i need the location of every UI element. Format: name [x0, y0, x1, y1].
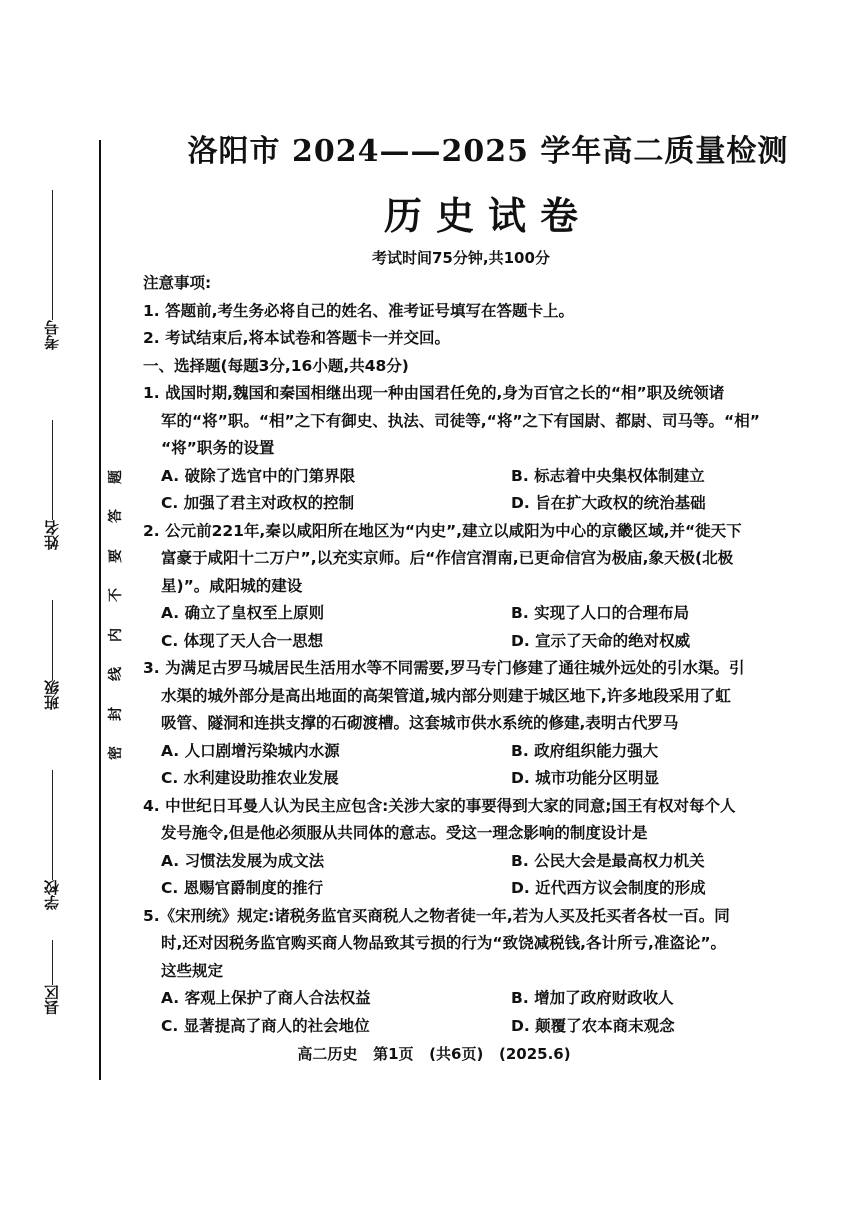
seal-char: 密: [108, 745, 124, 760]
option-b: B. 政府组织能力强大: [511, 741, 659, 760]
option-c: C. 加强了君主对政权的控制: [161, 494, 355, 512]
question-stem: 2. 公元前221年,秦以咸阳所在地区为“内史”,建立以咸阳为中心的京畿区域,并“徙天下: [143, 521, 742, 540]
question-stem: 星)”。咸阳城的建设: [161, 576, 303, 595]
question-3: [143, 655, 823, 793]
question-stem: 发号施令,但是他必须服从共同体的意志。受这一理念影响的制度设计是: [161, 824, 648, 842]
name-label: 姓名: [43, 520, 61, 550]
option-a: A. 破除了选官中的门第界限: [161, 466, 356, 485]
option-c: C. 体现了天人合一思想: [161, 631, 324, 650]
question-5: [143, 903, 823, 1041]
option-a: A. 习惯法发展为成文法: [161, 851, 325, 870]
seal-char: 要: [108, 548, 124, 563]
question-stem: 1. 战国时期,魏国和秦国相继出现一种由国君任免的,身为百官之长的“相”职及统领诸: [143, 384, 725, 402]
option-b: B. 标志着中央集权体制建立: [511, 466, 705, 485]
option-d: D. 宣示了天命的绝对权威: [511, 631, 691, 650]
question-stem: 5.《宋刑统》规定:诸税务监官买商税人之物者徒一年,若为人买及托买者各杖一百。同: [143, 906, 730, 925]
option-c: C. 水利建设助推农业发展: [161, 769, 339, 787]
question-1: [143, 380, 823, 518]
seal-char: 内: [108, 627, 124, 642]
option-list: [143, 848, 823, 903]
option-d: D. 近代西方议会制度的形成: [511, 879, 706, 897]
exam-title: 洛阳市 2024——2025 学年高二质量检测: [187, 134, 789, 169]
seal-char: 题: [108, 470, 124, 484]
exam-number-field[interactable]: [38, 190, 66, 350]
option-b: B. 实现了人口的合理布局: [511, 604, 690, 622]
class-label: 班级: [43, 680, 61, 710]
option-d: D. 城市功能分区明显: [511, 769, 660, 787]
class-field[interactable]: [38, 600, 66, 710]
question-stem: 军的“将”职。“相”之下有御史、执法、司徒等,“将”之下有国尉、都尉、司马等。“相”: [161, 411, 760, 430]
class-blank[interactable]: [52, 600, 53, 680]
district-blank[interactable]: [52, 940, 53, 985]
subject-title: 历史试卷: [383, 193, 592, 238]
option-a: A. 确立了皇权至上原则: [161, 604, 325, 622]
section-heading: 一、选择题(每题3分,16小题,共48分): [143, 356, 409, 375]
question-stem: “将”职务的设置: [161, 439, 275, 457]
option-list: [143, 985, 823, 1040]
name-field[interactable]: [38, 420, 66, 550]
exam-number-label: 考号: [43, 320, 61, 350]
school-blank[interactable]: [52, 770, 53, 880]
question-stem: 富豪于咸阳十二万户”,以充实京师。后“作信宫渭南,已更命信宫为极庙,象天极(北极: [161, 549, 734, 567]
school-field[interactable]: [38, 770, 66, 910]
notice-heading: 注意事项:: [143, 274, 212, 292]
school-label: 学校: [43, 880, 61, 910]
notice-item: 2. 考试结束后,将本试卷和答题卡一并交回。: [143, 329, 450, 347]
question-stem: 时,还对因税务监官购买商人物品致其亏损的行为“致饶减税钱,各计所亏,准盗论”。: [161, 934, 727, 952]
district-label: 县区: [43, 985, 61, 1015]
exam-header: [158, 128, 818, 250]
seal-char: 线: [108, 667, 124, 682]
seal-char: 答: [108, 509, 124, 524]
question-stem: 这些规定: [161, 961, 224, 980]
page-footer: 高二历史 第1页 (共6页) (2025.6): [297, 1045, 571, 1063]
option-list: [143, 463, 823, 518]
option-c: C. 恩赐官爵制度的推行: [161, 879, 324, 897]
seal-char: 封: [108, 706, 124, 721]
notice-item: 1. 答题前,考生务必将自己的姓名、准考证号填写在答题卡上。: [143, 301, 574, 320]
seal-notice: [104, 470, 128, 760]
exam-number-blank[interactable]: [52, 190, 53, 320]
seal-line: [99, 140, 101, 1080]
option-d: D. 旨在扩大政权的统治基础: [511, 494, 706, 512]
option-c: C. 显著提高了商人的社会地位: [161, 1016, 370, 1035]
question-stem: 4. 中世纪日耳曼人认为民主应包含:关涉大家的事要得到大家的同意;国王有权对每个人: [143, 796, 736, 815]
district-field[interactable]: [38, 940, 66, 1015]
option-b: B. 公民大会是最高权力机关: [511, 851, 705, 870]
question-stem: 水渠的城外部分是高出地面的高架管道,城内部分则建于城区地下,许多地段采用了虹: [161, 686, 731, 705]
seal-char: 不: [108, 588, 124, 603]
option-b: B. 增加了政府财政收人: [511, 989, 674, 1007]
option-list: [143, 738, 823, 793]
question-stem: 吸管、隧洞和连拱支撑的石砌渡槽。这套城市供水系统的修建,表明古代罗马: [161, 714, 679, 732]
option-a: A. 人口剧增污染城内水源: [161, 741, 340, 760]
question-4: [143, 793, 823, 903]
question-stem: 3. 为满足古罗马城居民生活用水等不同需要,罗马专门修建了通往城外远处的引水渠。引: [143, 659, 745, 677]
option-list: [143, 600, 823, 655]
name-blank[interactable]: [52, 420, 53, 520]
option-d: D. 颠覆了农本商末观念: [511, 1016, 675, 1035]
question-2: [143, 518, 823, 656]
option-a: A. 客观上保护了商人合法权益: [161, 989, 371, 1007]
exam-info: 考试时间75分钟,共100分: [372, 249, 550, 267]
exam-content: [143, 270, 823, 1040]
